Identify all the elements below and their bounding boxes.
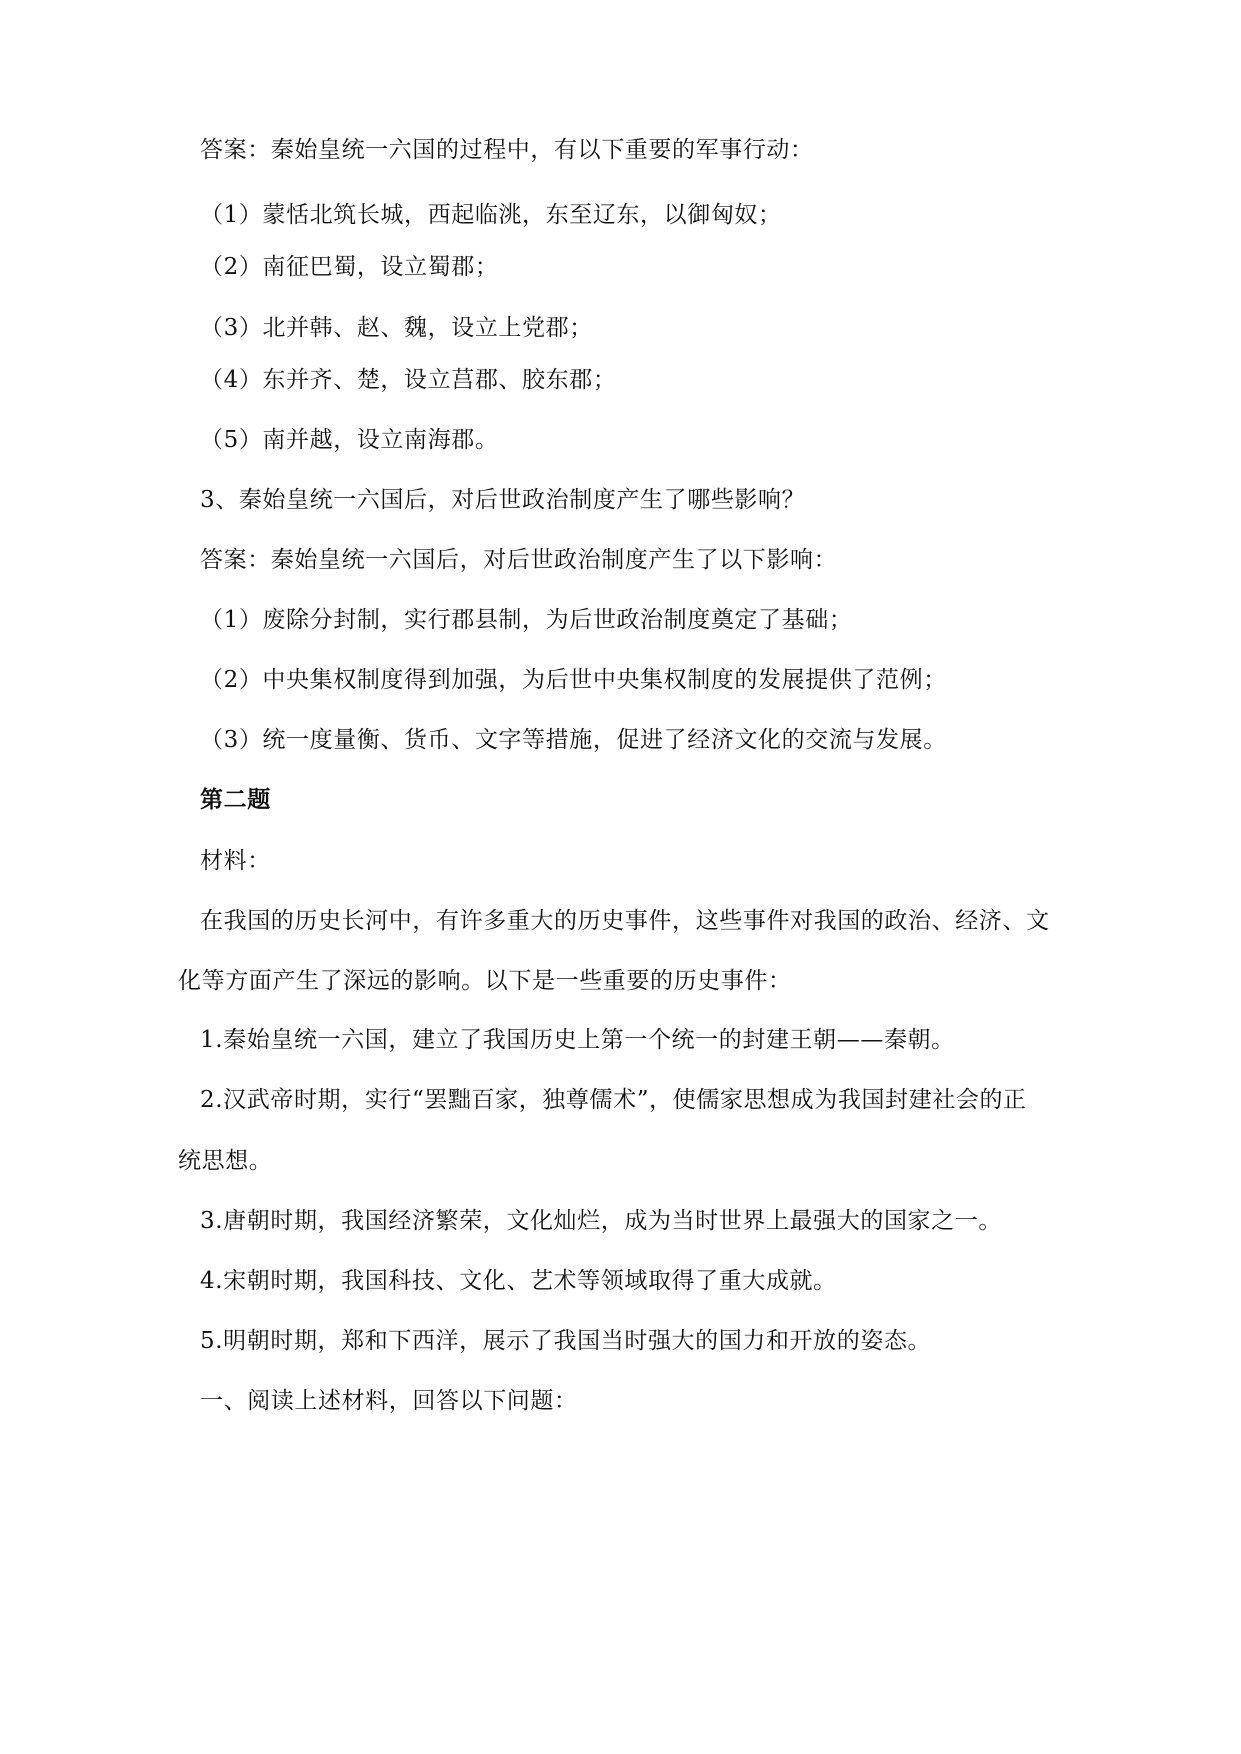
question-3: 3、秦始皇统一六国后，对后世政治制度产生了哪些影响？ (200, 487, 806, 513)
answer-3-item-1: （1）废除分封制，实行郡县制，为后世政治制度奠定了基础； (200, 607, 853, 633)
answer-3-item-3: （3）统一度量衡、货币、文字等措施，促进了经济文化的交流与发展。 (200, 727, 947, 753)
material-intro-line-2: 化等方面产生了深远的影响。以下是一些重要的历史事件： (178, 968, 792, 994)
answer-2-item-2: （2）南征巴蜀，设立蜀郡； (200, 254, 499, 280)
answer-3-item-2: （2）中央集权制度得到加强，为后世中央集权制度的发展提供了范例； (200, 667, 947, 693)
answer-3-intro: 答案：秦始皇统一六国后，对后世政治制度产生了以下影响： (200, 547, 838, 573)
answer-2-item-4: （4）东并齐、楚，设立莒郡、胶东郡； (200, 367, 617, 393)
answer-2-intro: 答案：秦始皇统一六国的过程中，有以下重要的军事行动： (200, 137, 814, 163)
question-prompt: 一、阅读上述材料，回答以下问题： (200, 1388, 578, 1414)
material-label: 材料： (200, 848, 271, 874)
material-intro-line-1: 在我国的历史长河中，有许多重大的历史事件，这些事件对我国的政治、经济、文 (200, 908, 1050, 934)
answer-2-item-1: （1）蒙恬北筑长城，西起临洮，东至辽东，以御匈奴； (200, 202, 782, 228)
section-2-heading: 第二题 (200, 787, 271, 813)
event-4: 4.宋朝时期，我国科技、文化、艺术等领域取得了重大成就。 (200, 1268, 837, 1294)
event-1: 1.秦始皇统一六国，建立了我国历史上第一个统一的封建王朝——秦朝。 (200, 1027, 955, 1053)
event-2: 2.汉武帝时期，实行“罢黜百家，独尊儒术”，使儒家思想成为我国封建社会的正 (200, 1087, 1027, 1113)
answer-2-item-5: （5）南并越，设立南海郡。 (200, 427, 499, 453)
event-5: 5.明朝时期，郑和下西洋，展示了我国当时强大的国力和开放的姿态。 (200, 1328, 932, 1354)
event-3: 3.唐朝时期，我国经济繁荣，文化灿烂，成为当时世界上最强大的国家之一。 (200, 1208, 1002, 1234)
event-2-continuation: 统思想。 (178, 1148, 273, 1174)
answer-2-item-3: （3）北并韩、赵、魏，设立上党郡； (200, 315, 593, 341)
